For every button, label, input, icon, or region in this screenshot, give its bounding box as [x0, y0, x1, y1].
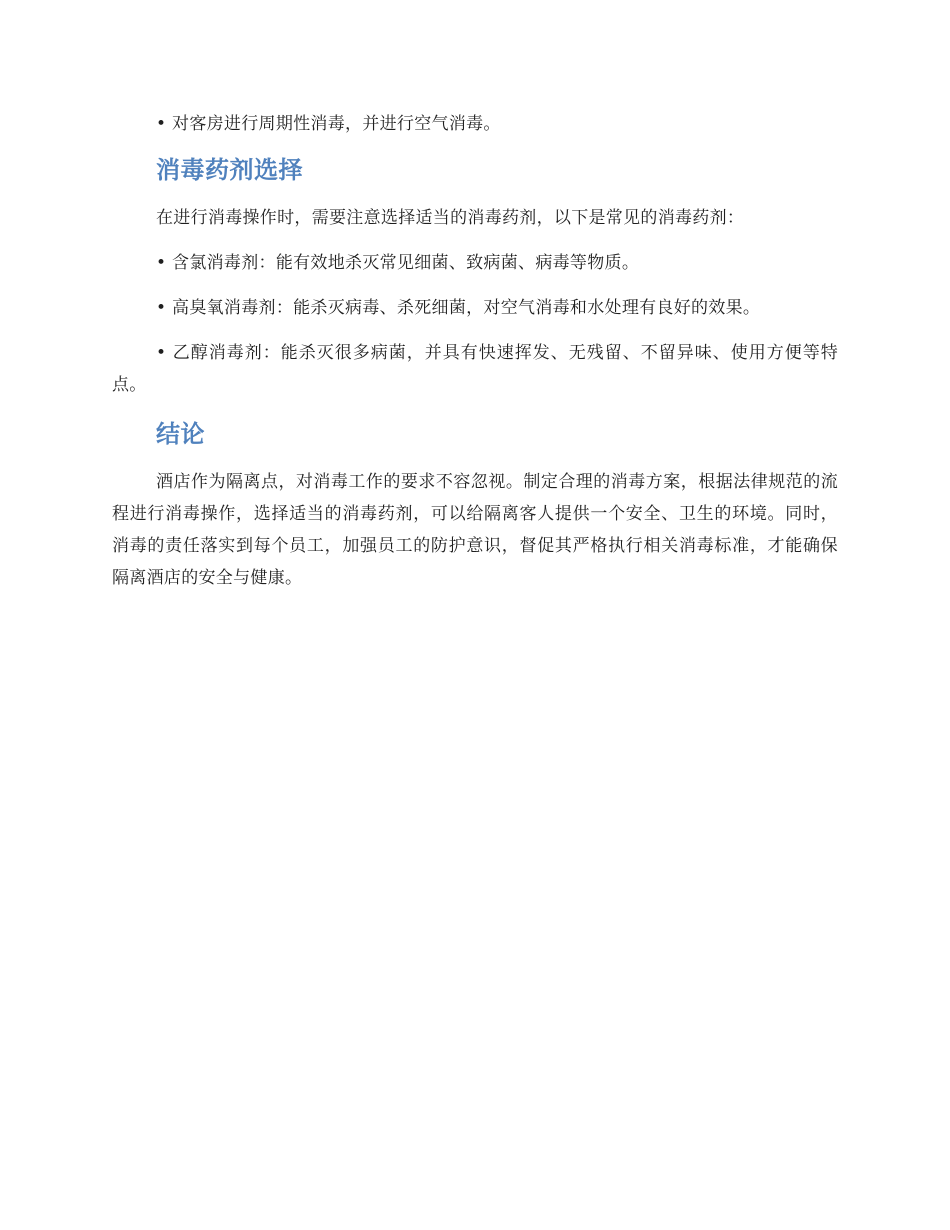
conclusion-heading: 结论 [156, 420, 205, 448]
conclusion-section [112, 414, 838, 594]
ozone-bullet: • 高臭氧消毒剂：能杀灭病毒、杀死细菌，对空气消毒和水处理有良好的效果。 [156, 298, 761, 318]
disinfectant-intro: 在进行消毒操作时，需要注意选择适当的消毒药剂，以下是常见的消毒药剂： [156, 208, 745, 228]
document-page [112, 108, 838, 594]
chlorine-bullet: • 含氯消毒剂：能有效地杀灭常见细菌、致病菌、病毒等物质。 [156, 253, 640, 273]
room-disinfection-bullet: • 对客房进行周期性消毒，并进行空气消毒。 [156, 114, 501, 134]
conclusion-body: 酒店作为隔离点，对消毒工作的要求不容忽视。制定合理的消毒方案，根据法律规范的流程进行消毒操作，选择适当的消毒药剂，可以给隔离客人提供一个安全、卫生的环境。同时，消毒的责任落实到每个员工，加强员工的防护意识，督促其严格执行相关消毒标准，才能确保隔离酒店的安全与健康。 [112, 472, 838, 588]
ethanol-bullet: • 乙醇消毒剂：能杀灭很多病菌，并具有快速挥发、无残留、不留异味、使用方便等特点。 [112, 343, 838, 395]
disinfectant-section [112, 150, 838, 401]
disinfectant-heading: 消毒药剂选择 [156, 156, 303, 184]
